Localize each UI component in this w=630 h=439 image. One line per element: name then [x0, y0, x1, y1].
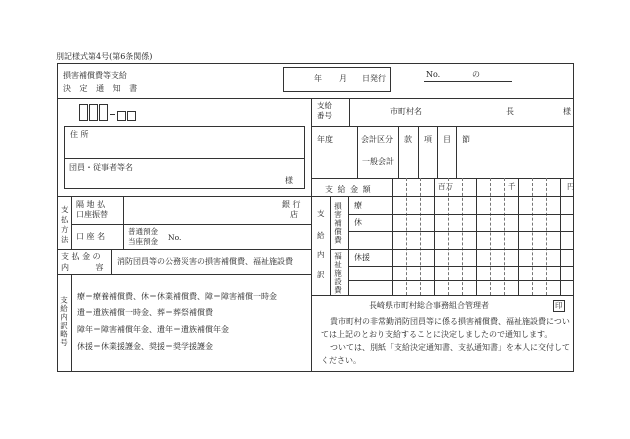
amount-label: 支 給 金 額: [325, 185, 372, 194]
digit-col-9: [518, 178, 519, 295]
digit-col-8: [504, 178, 505, 295]
postal-code-dash: [110, 114, 115, 115]
amount-hyakuman: 百万: [438, 182, 453, 191]
breakdown-row-line-5: [348, 280, 574, 281]
digit-col-1: [406, 178, 407, 295]
address-label: 住 所: [70, 130, 89, 139]
content-label-2: 内 容: [61, 263, 104, 272]
method-account-name: 口 座 名: [76, 232, 106, 241]
content-label-1: 支 払 金 の: [61, 252, 101, 261]
account-setsu-label: 節: [462, 135, 470, 144]
official-seal-text: 印: [555, 301, 563, 310]
method-label-3: 方: [61, 225, 69, 234]
abbrev-line-1: 療＝療養補償費、休＝休業補償費、障＝障害補償一時金: [77, 292, 277, 301]
breakdown-row-line-3: [348, 249, 574, 250]
amount-sen: 千: [508, 182, 516, 191]
method-label-1: 支: [61, 205, 69, 214]
date-day: 日発行: [362, 74, 386, 83]
digit-col-3: [434, 178, 435, 295]
digit-col-4: [448, 178, 449, 295]
account-subsection-label: 一般会計: [362, 157, 394, 166]
form-number: 別記様式第4号(第6条関係): [56, 52, 153, 61]
digit-col-5: [462, 178, 463, 295]
breakdown-label-2: 給: [317, 231, 325, 240]
digit-col-6: [476, 178, 477, 295]
form-title-line2: 決 定 通 知 書: [63, 84, 141, 93]
breakdown-group-line: [330, 249, 348, 250]
account-moku-label: 目: [443, 135, 451, 144]
breakdown-row-kyu: 休: [354, 218, 362, 227]
method-top-line: [57, 196, 311, 197]
breakdown-row-line-4: [348, 266, 574, 267]
method-label-4: 法: [61, 235, 69, 244]
payment-number-label-1: 支給: [317, 101, 332, 110]
fiscal-year-label: 年度: [317, 135, 333, 144]
notice-number-suffix: の: [472, 70, 480, 79]
account-bottom: [311, 178, 574, 179]
account-div-5: [456, 126, 457, 178]
left-right-divider: [311, 98, 312, 372]
account-kan-label: 款: [404, 135, 412, 144]
content-text: 消防団員等の公務災害の損害補償費、福祉施設費: [117, 257, 293, 266]
abbrev-divider: [71, 274, 72, 372]
notice-number-underline: [424, 81, 512, 82]
method-bottom: [57, 249, 311, 250]
abbrev-label: 支給内訳略号: [59, 296, 69, 347]
payment-number-label-2: 番号: [317, 111, 332, 120]
method-bank: 銀 行: [282, 200, 301, 209]
amount-bottom: [311, 196, 574, 197]
form-title-line1: 損害補償費等支給: [63, 71, 127, 80]
breakdown-row-line-2: [348, 231, 574, 232]
account-div-1: [357, 126, 358, 178]
abbrev-line-4: 休援＝休業援護金、奨援＝奨学援護金: [77, 342, 213, 351]
breakdown-div-1: [330, 196, 331, 295]
breakdown-label-4: 訳: [317, 270, 325, 279]
method-touza: 当座預金: [128, 237, 158, 246]
method-label-2: 払: [61, 215, 69, 224]
method-mid-line: [71, 224, 311, 225]
digit-col-main: [392, 178, 393, 295]
digit-col-10: [532, 178, 533, 295]
date-month: 月: [339, 74, 347, 83]
breakdown-row-kyuen: 休援: [354, 253, 370, 262]
notice-issuer: 長崎県市町村総合事務組合管理者: [369, 301, 489, 310]
abbrev-line-3: 障年＝障害補償年金、遺年＝遺族補償年金: [77, 325, 229, 334]
payment-no-bottom: [311, 126, 574, 127]
welfare-facility-label: 福祉施設費: [333, 252, 343, 295]
breakdown-label-3: 内: [317, 250, 325, 259]
account-section-label: 会計区分: [361, 135, 393, 144]
postal-code-box-3: [99, 104, 108, 121]
recipient-name-label: 団員・従事者等名: [69, 163, 133, 172]
account-div-3: [418, 126, 419, 178]
breakdown-bottom: [311, 295, 574, 296]
municipality-chief: 長: [506, 107, 514, 116]
notice-body: 貴市町村の非常勤消防団員等に係る損害補償費、福祉施設費については上記のとおり支給することに決定しましたので通知します。: [321, 317, 570, 339]
damage-compensation-label: 損害補償費: [333, 202, 343, 245]
postal-code-box-1: [79, 104, 88, 121]
notice-body-2: ついては、別紙「支給決定通知書、支払通知書」を本人に交付してください。: [321, 343, 570, 365]
recipient-mid-line: [64, 158, 305, 159]
date-year: 年: [314, 74, 322, 83]
payment-no-divider: [349, 98, 350, 126]
method-account-no: No.: [168, 233, 182, 242]
amount-yen: 円: [567, 182, 575, 191]
digit-col-2: [420, 178, 421, 295]
digit-col-12: [560, 178, 561, 295]
recipient-honorific: 様: [285, 176, 293, 185]
postal-code-box-5: [127, 111, 136, 121]
breakdown-row-line-1: [348, 214, 574, 215]
method-transfer2: 口座振替: [76, 210, 108, 219]
digit-col-11: [546, 178, 547, 295]
account-div-2: [398, 126, 399, 178]
content-bottom: [57, 274, 311, 275]
postal-code-box-4: [117, 111, 126, 121]
method-futsu: 普通預金: [128, 227, 158, 236]
content-divider: [111, 249, 112, 274]
method-label-divider: [71, 196, 72, 249]
method-bank-divider: [123, 196, 124, 249]
breakdown-row-ryo: 療: [354, 201, 362, 210]
title-bottom-line: [57, 98, 574, 99]
abbrev-line-2: 遺＝遺族補償一時金、葬＝葬祭補償費: [77, 308, 213, 317]
notice-number-label: No.: [426, 70, 441, 79]
digit-col-7: [490, 178, 491, 295]
breakdown-label-1: 支: [317, 209, 325, 218]
method-transfer: 隔 地 払: [76, 200, 106, 209]
method-branch: 店: [290, 210, 298, 219]
municipality-name-label: 市町村名: [390, 107, 422, 116]
postal-code-box-2: [89, 104, 98, 121]
municipality-honorific: 様: [563, 107, 571, 116]
account-kou-label: 項: [424, 135, 432, 144]
account-div-4: [437, 126, 438, 178]
